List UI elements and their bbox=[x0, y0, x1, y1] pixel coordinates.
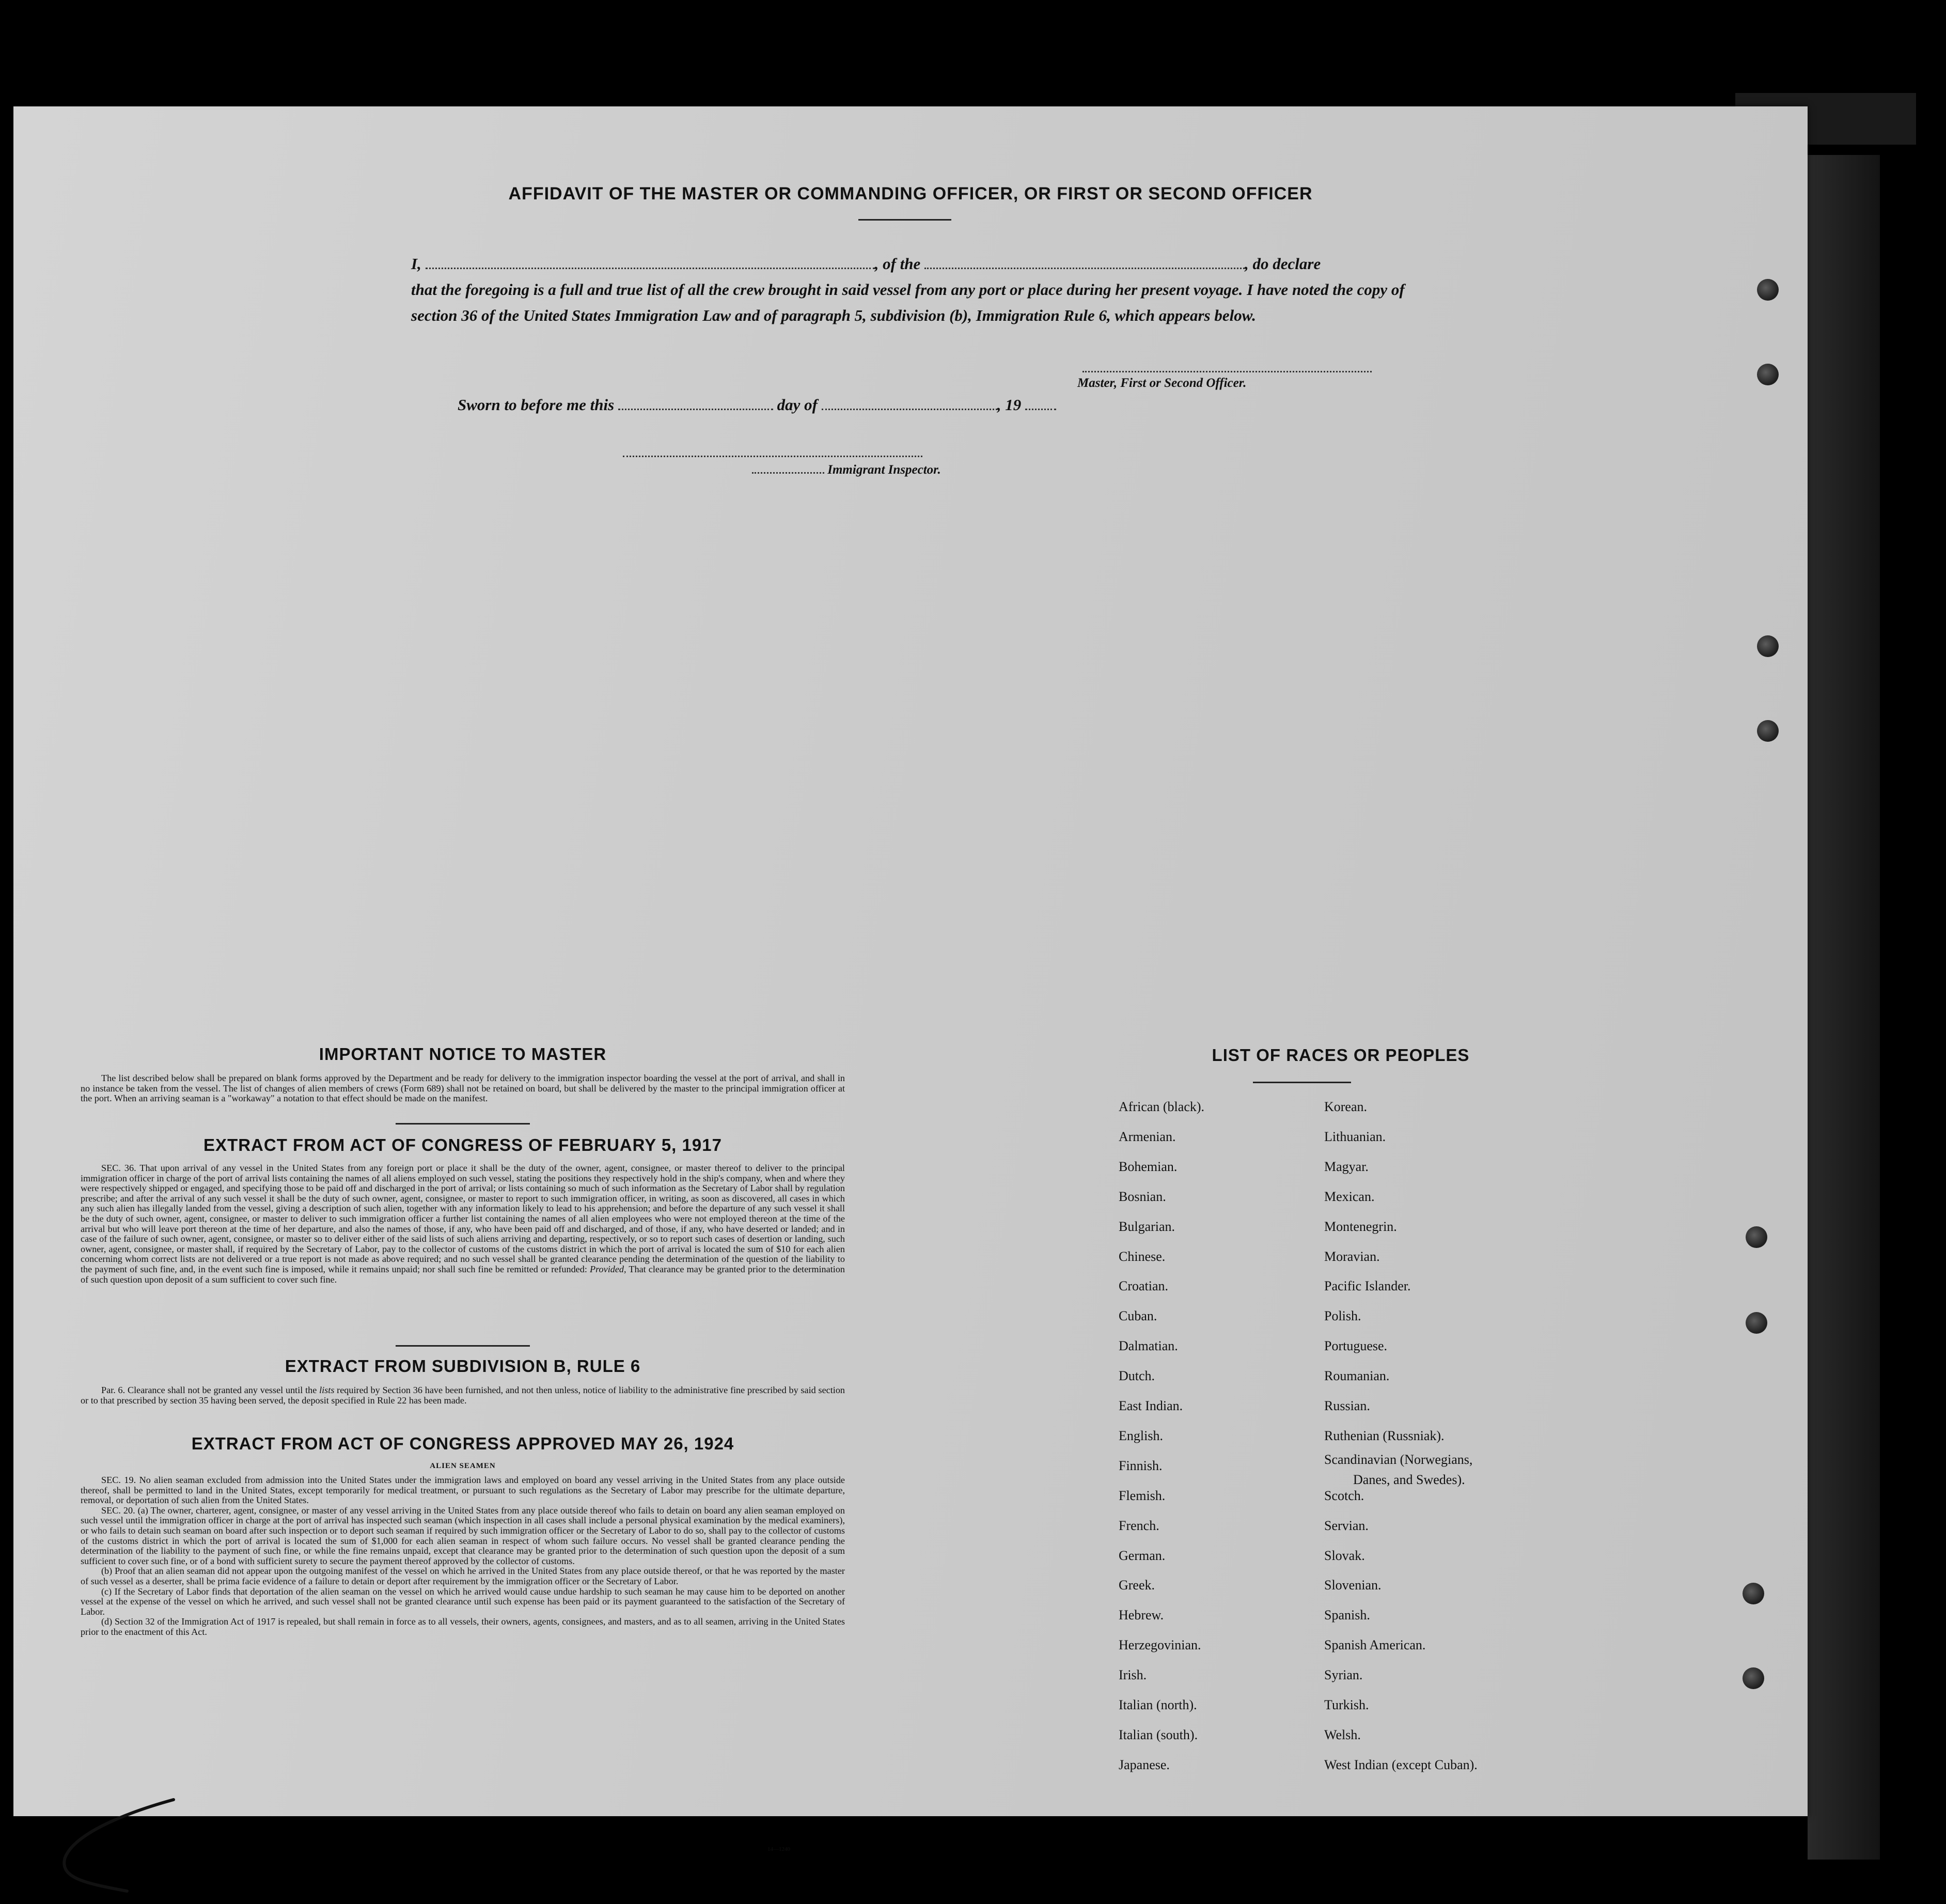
race-item: Bohemian. bbox=[1119, 1159, 1178, 1174]
sec20b-paragraph: (b) Proof that an alien seaman did not appear upon the outgoing manifest of the vessel on which he arrived in the United States from any place outside thereof, or that he was reported by the master of such vessel as a deserter, shall be prima facie evidence of a failure to detain or deport after requirement by the immigration officer or the Secretary of Labor. bbox=[81, 1566, 845, 1586]
extract-1917-title: EXTRACT FROM ACT OF CONGRESS OF FEBRUARY 5, 1917 bbox=[203, 1135, 722, 1154]
race-item: Lithuanian. bbox=[1324, 1129, 1386, 1144]
race-item: Magyar. bbox=[1324, 1159, 1369, 1174]
inspector-blank bbox=[752, 463, 824, 474]
sec20d-paragraph: (d) Section 32 of the Immigration Act of 1917 is repealed, but shall remain in force as to all vessels, their owners, agents, consignees, and masters, and as to all seamen, arriving in the United States prior to the enactment of this Act. bbox=[81, 1616, 845, 1637]
title-rule bbox=[858, 219, 951, 221]
race-item: Syrian. bbox=[1324, 1667, 1363, 1683]
race-item: Scotch. bbox=[1324, 1488, 1364, 1503]
section-rule bbox=[396, 1345, 530, 1347]
race-item: Montenegrin. bbox=[1324, 1219, 1397, 1234]
sec20c-paragraph: (c) If the Secretary of Labor finds that deportation of the alien seaman on the vessel on which he arrived would cause undue hardship to such seaman he may cause him to be deported on another vessel at the expense of the vessel on which he arrived, and such vessel shall not be granted clearance until such expense has been paid or its payment guaranteed to the satisfaction of the Secretary of Labor. bbox=[81, 1586, 845, 1617]
race-item: Servian. bbox=[1324, 1518, 1369, 1533]
year-label: , 19 bbox=[997, 396, 1022, 414]
race-item: Dutch. bbox=[1119, 1368, 1155, 1384]
race-item: Spanish American. bbox=[1324, 1637, 1426, 1653]
race-item: Turkish. bbox=[1324, 1697, 1369, 1712]
extract-1924-title: EXTRACT FROM ACT OF CONGRESS APPROVED MAY 26, 1924 bbox=[191, 1434, 734, 1453]
race-item: East Indian. bbox=[1119, 1398, 1183, 1413]
adjacent-page-edge bbox=[1808, 155, 1880, 1860]
affidavit-text bbox=[411, 251, 1429, 329]
race-item: Portuguese. bbox=[1324, 1338, 1388, 1354]
sec36-text-end: That clearance may be granted prior to the determination of such question upon deposit of a sum sufficient to cover such fine. bbox=[81, 1263, 845, 1285]
race-item: Herzegovinian. bbox=[1119, 1637, 1201, 1653]
race-item: Spanish. bbox=[1324, 1608, 1370, 1623]
affidavit-body: that the foregoing is a full and true list of all the crew brought in said vessel from any port or place during her present voyage. I have noted the copy of section 36 of the United States Immigration Law and of paragraph 5, subdivision (b), Immigration Rule 6, which appears below. bbox=[411, 280, 1405, 324]
race-item: Scandinavian (Norwegians, bbox=[1324, 1452, 1473, 1467]
race-item: Danes, and Swedes). bbox=[1353, 1472, 1465, 1487]
race-item: English. bbox=[1119, 1428, 1163, 1443]
section-rule bbox=[396, 1123, 530, 1125]
race-item: Croatian. bbox=[1119, 1278, 1169, 1294]
race-item: Flemish. bbox=[1119, 1488, 1166, 1503]
subdivision-b-text bbox=[81, 1385, 845, 1406]
par6-text-a: Par. 6. Clearance shall not be granted any vessel until the bbox=[101, 1385, 317, 1395]
race-item: Roumanian. bbox=[1324, 1368, 1390, 1384]
notice-title: IMPORTANT NOTICE TO MASTER bbox=[319, 1044, 607, 1064]
race-item: Moravian. bbox=[1324, 1248, 1380, 1264]
race-item: French. bbox=[1119, 1518, 1159, 1533]
pen-mark bbox=[55, 1796, 179, 1904]
inspector-label: Immigrant Inspector. bbox=[827, 463, 941, 477]
sworn-day-blank bbox=[618, 397, 773, 410]
race-item: Italian (north). bbox=[1119, 1697, 1197, 1712]
notice-paragraph: The list described below shall be prepared on blank forms approved by the Department and be ready for delivery to the immigration inspector boarding the vessel at the port of arrival, and shall in no instance be taken from the vessel. The list of changes of alien members of crews (Form 689) shall not be retained on board, but shall be delivered by the master to the principal immigration officer at the port. When an arriving seaman is a "workaway" a notation to that effect should be made on the manifest. bbox=[81, 1073, 845, 1104]
master-signature-line bbox=[1082, 371, 1372, 372]
subdivision-b-title: EXTRACT FROM SUBDIVISION B, RULE 6 bbox=[285, 1356, 641, 1376]
sec36-text: SEC. 36. That upon arrival of any vessel in the United States from any foreign port or place it shall be the duty of the owner, agent, consignee, or master thereof to deliver to the principal immigration officer in charge of the port of arrival lists containing the names of all aliens employed on such vessel, stating the positions they respectively hold in the ship's company, when and where they were respectively shipped or engaged, and specifying those to be paid off and discharged in the port of arrival; or lists containing so much of such information as the Secretary of Labor shall by regulation prescribe; and after the arrival of any such vessel it shall be the duty of such owner, agent, consignee, or master to report to such immigration officer, in writing, as soon as discovered, all cases in which any such alien has illegally landed from the vessel, giving a description of such alien, together with any information likely to lead to his apprehension; and before the departure of any such vessel it shall be the duty of such owner, agent, consignee, or master to deliver to such immigration officer a further list containing the names of all alien employees who were not employed thereon at the time of the arrival but who will leave port thereon at the time of her departure, and also the names of those, if any, who have been paid off and discharged, and of those, if any, who have deserted or landed; and in case of the failure of such owner, agent, consignee, or master so to deliver either of the said lists of such aliens arriving and departing, respectively, or so to report such cases of desertion or landing, such owner, agent, consignee, or master shall, if required by the Secretary of Labor, pay to the collector of customs of the customs district in which the port of arrival is located the sum of $10 for each alien concerning whom correct lists are not delivered or a true report is not made as above required; and no such vessel shall be granted clearance pending the determination of the question of the liability to the payment of such fine, and, in the event such fine is imposed, while it remains unpaid; nor shall such fine be remitted or refunded: bbox=[81, 1163, 845, 1274]
race-item: Armenian. bbox=[1119, 1129, 1176, 1144]
binder-hole bbox=[1746, 1312, 1767, 1334]
binder-hole bbox=[1746, 1226, 1767, 1248]
alien-seamen-subtitle: ALIEN SEAMEN bbox=[430, 1462, 496, 1470]
binder-hole bbox=[1743, 1583, 1764, 1604]
race-item: Cuban. bbox=[1119, 1308, 1157, 1324]
race-item: Welsh. bbox=[1324, 1727, 1361, 1742]
sec20a-paragraph: SEC. 20. (a) The owner, charterer, agent, consignee, or master of any vessel arriving in the United States from any place outside thereof who fails to detain on board any alien seaman employed on such vessel until the immigration officer in charge at the port of arrival has inspected such seaman (which inspection in all cases shall include a personal physical examination by the medical examiners), or who fails to detain such seaman on board after such inspection or to deport such seaman if required by such immigration officer or the Secretary of Labor to do so, shall pay to the collector of customs of the customs district in which the port of arrival is located the sum of $1,000 for each alien seaman in respect of whom such failure occurs. No vessel shall be granted clearance pending the determination of the liability to the payment of such fine, or while the fine remains unpaid, except that clearance may be granted prior to the determination of such question upon the deposit of a sum sufficient to cover such fine, or of a bond with sufficient surety to secure the payment thereof approved by the collector of customs. bbox=[81, 1505, 845, 1566]
form-number: 14—1240 bbox=[767, 1846, 790, 1852]
races-title: LIST OF RACES OR PEOPLES bbox=[1212, 1045, 1470, 1065]
sworn-label: Sworn to before me this bbox=[458, 396, 615, 414]
affidavit-title: AFFIDAVIT OF THE MASTER OR COMMANDING OFFICER, OR FIRST OR SECOND OFFICER bbox=[508, 184, 1313, 204]
par6-text-b: required by Section 36 have been furnished, and not then unless, notice of liability to the administrative fine prescribed by said section or to that prescribed by section 35 having been served, the deposit specified in Rule 22 has been made. bbox=[81, 1385, 845, 1406]
inspector-line bbox=[752, 463, 941, 477]
inspector-signature-line bbox=[623, 456, 922, 457]
race-item: Bulgarian. bbox=[1119, 1219, 1175, 1234]
manifest-back-page bbox=[13, 106, 1808, 1852]
race-item: Italian (south). bbox=[1119, 1727, 1198, 1742]
races-title-rule bbox=[1253, 1082, 1351, 1083]
race-item: German. bbox=[1119, 1548, 1166, 1563]
vessel-name-blank bbox=[924, 256, 1245, 269]
race-item: Mexican. bbox=[1324, 1189, 1375, 1204]
extract-1924-text bbox=[81, 1475, 845, 1637]
race-item: Irish. bbox=[1119, 1667, 1147, 1683]
race-item: Finnish. bbox=[1119, 1458, 1163, 1473]
race-item: Polish. bbox=[1324, 1308, 1361, 1324]
lists-word: lists bbox=[319, 1385, 335, 1395]
sec36-paragraph bbox=[81, 1163, 845, 1285]
extract-1917-text bbox=[81, 1163, 845, 1285]
race-item: Pacific Islander. bbox=[1324, 1278, 1411, 1294]
par6-paragraph bbox=[81, 1385, 845, 1406]
binder-hole bbox=[1757, 279, 1779, 301]
race-item: Greek. bbox=[1119, 1578, 1155, 1593]
notice-text bbox=[81, 1073, 845, 1104]
race-item: West Indian (except Cuban). bbox=[1324, 1757, 1478, 1772]
sworn-line bbox=[458, 396, 1056, 414]
race-item: Slovak. bbox=[1324, 1548, 1365, 1563]
race-item: Chinese. bbox=[1119, 1248, 1166, 1264]
race-item: Korean. bbox=[1324, 1099, 1368, 1114]
day-of-label: day of bbox=[777, 396, 818, 414]
affidavit-of-the: , of the bbox=[874, 255, 921, 273]
sworn-year-blank bbox=[1025, 397, 1056, 410]
race-item: Slovenian. bbox=[1324, 1578, 1382, 1593]
race-item: Russian. bbox=[1324, 1398, 1370, 1413]
sec19-paragraph: SEC. 19. No alien seaman excluded from admission into the United States under the immigration laws and employed on board any vessel arriving in the United States from any place outside thereof, shall be permitted to land in the United States, except temporarily for medical treatment, or pursuant to such regulations as the Secretary of Labor may prescribe for the ultimate departure, removal, or deportation of such alien from the United States. bbox=[81, 1475, 845, 1506]
binder-hole bbox=[1757, 364, 1779, 385]
race-item: Bosnian. bbox=[1119, 1189, 1166, 1204]
affidavit-i: I, bbox=[411, 255, 421, 273]
race-item: Japanese. bbox=[1119, 1757, 1170, 1772]
race-item: Dalmatian. bbox=[1119, 1338, 1178, 1354]
sworn-month-blank bbox=[822, 397, 997, 410]
provided-word: Provided, bbox=[590, 1263, 626, 1274]
affidavit-do-declare: , do declare bbox=[1245, 255, 1321, 273]
race-item: African (black). bbox=[1119, 1099, 1205, 1114]
race-item: Hebrew. bbox=[1119, 1608, 1164, 1623]
binder-hole bbox=[1757, 720, 1779, 742]
master-signature-label: Master, First or Second Officer. bbox=[1077, 376, 1247, 390]
officer-name-blank bbox=[426, 256, 875, 269]
binder-hole bbox=[1743, 1667, 1764, 1689]
binder-hole bbox=[1757, 635, 1779, 657]
race-item: Ruthenian (Russniak). bbox=[1324, 1428, 1445, 1443]
